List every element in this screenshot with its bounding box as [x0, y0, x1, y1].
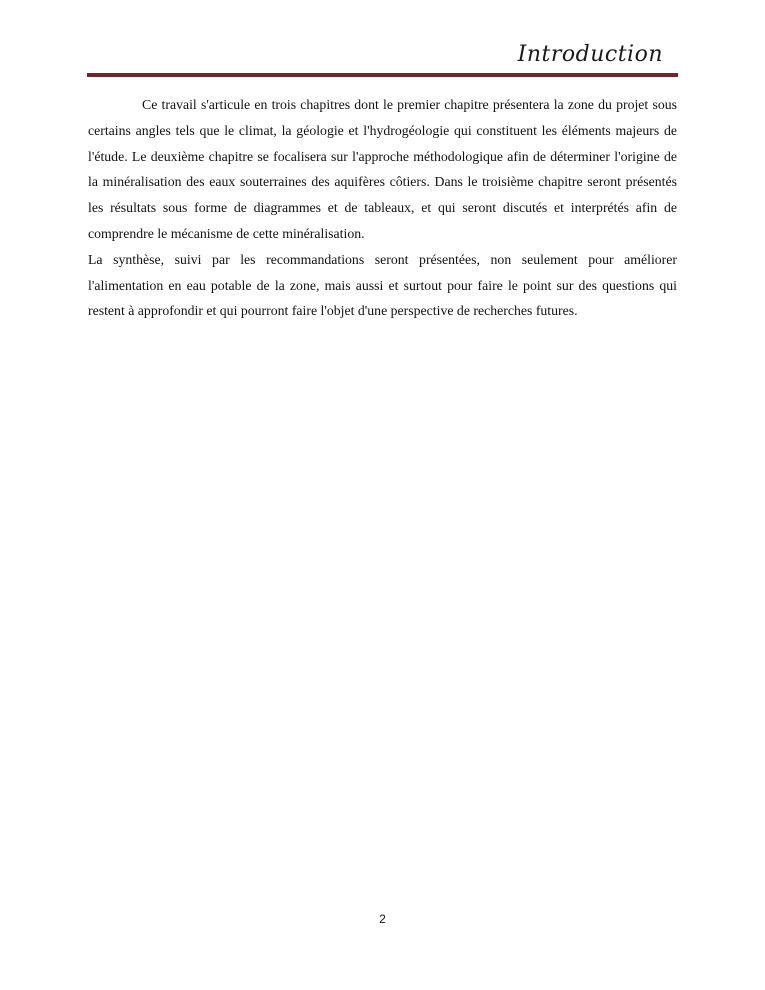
- body-text: [88, 92, 677, 324]
- header-title: Introduction: [517, 42, 663, 67]
- paragraph-1: Ce travail s'articule en trois chapitres dont le premier chapitre présentera la zone du projet sous certains angles tels que le climat, la géologie et l'hydrogéologie qui constituent les éléments majeurs de l'étude. Le deuxième chapitre se focalisera sur l'approche méthodologique afin de déterminer l'origine de la minéralisation des eaux souterraines des aquifères côtiers. Dans le troisième chapitre seront présentés les résultats sous forme de diagrammes et de tableaux, et qui seront discutés et interprétés afin de comprendre le mécanisme de cette minéralisation.: [88, 97, 677, 241]
- paragraph-2: La synthèse, suivi par les recommandations seront présentées, non seulement pour améliorer l'alimentation en eau potable de la zone, mais aussi et surtout pour faire le point sur des questions qui restent à approfondir et qui pourront faire l'objet d'une perspective de recherches futures.: [88, 251, 677, 319]
- page-number: 2: [379, 912, 386, 926]
- header-rule: [87, 73, 678, 77]
